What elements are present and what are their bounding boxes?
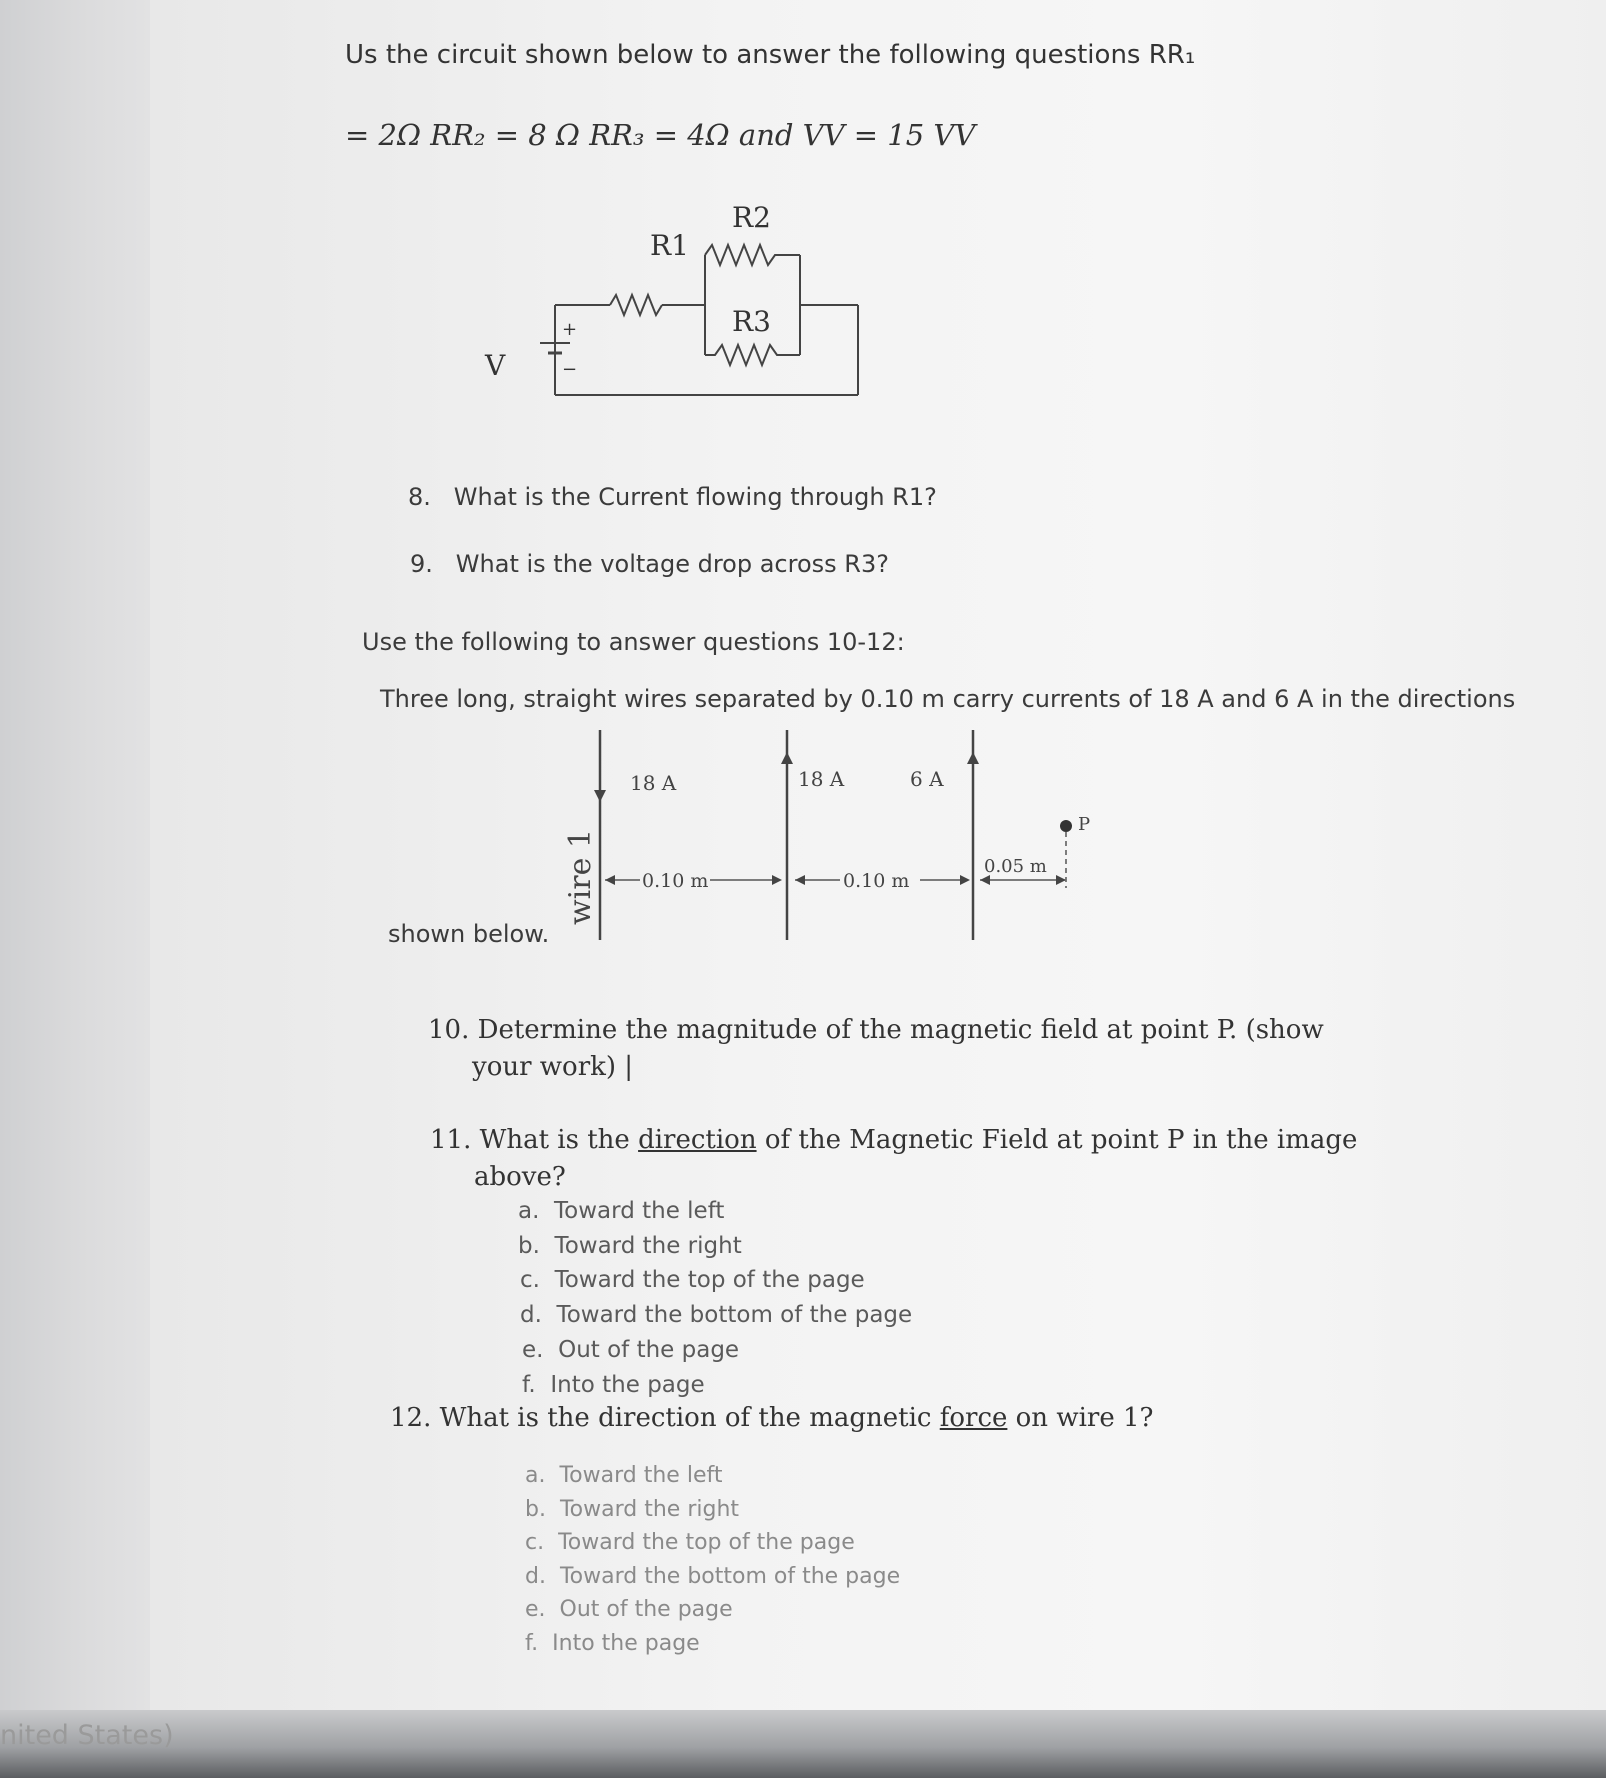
question-11-line-2: above?: [474, 1162, 566, 1192]
distance-1-label: 0.10 m: [642, 870, 709, 892]
question-8-text: What is the Current flowing through R1?: [453, 483, 937, 511]
question-9: [410, 550, 889, 578]
q12-option-c[interactable]: c. Toward the top of the page: [525, 1530, 855, 1555]
question-11-line-1: [430, 1125, 1357, 1155]
question-9-number: 9.: [410, 550, 433, 578]
r2-label: R2: [732, 201, 771, 234]
section-heading: Use the following to answer questions 10-12:: [362, 628, 905, 656]
wire-3-arrow-up: [967, 752, 979, 764]
q11-prefix: 11. What is the: [430, 1125, 639, 1155]
plus-sign: +: [562, 319, 578, 340]
wires-figure: [550, 720, 1090, 950]
q12-option-e[interactable]: e. Out of the page: [525, 1597, 733, 1622]
wires-intro: Three long, straight wires separated by 0.10 m carry currents of 18 A and 6 A in the directions: [380, 685, 1516, 713]
q11-underlined-word: direction: [638, 1125, 757, 1155]
distance-2-label: 0.10 m: [843, 870, 910, 892]
q12-option-a[interactable]: a. Toward the left: [525, 1463, 723, 1488]
point-p-label: P: [1078, 814, 1090, 835]
q11-option-c[interactable]: c. Toward the top of the page: [520, 1267, 865, 1293]
distance-3-label: 0.05 m: [984, 856, 1047, 877]
r3-label: R3: [732, 305, 771, 338]
current-2-label: 18 A: [798, 767, 845, 791]
circuit-diagram: [470, 195, 870, 405]
current-1-label: 18 A: [630, 771, 677, 795]
q11-option-b[interactable]: b. Toward the right: [518, 1233, 742, 1259]
q12-option-b[interactable]: b. Toward the right: [525, 1497, 740, 1522]
q12-prefix: 12. What is the direction of the magnetic: [390, 1403, 940, 1433]
question-12: [390, 1403, 1153, 1433]
q11-suffix: of the Magnetic Field at point P in the image: [756, 1125, 1358, 1155]
status-bar-text: nited States): [0, 1720, 174, 1751]
question-8: [408, 483, 937, 511]
q11-option-e[interactable]: e. Out of the page: [522, 1337, 740, 1363]
q11-option-a[interactable]: a. Toward the left: [518, 1198, 725, 1224]
intro-line-2: = 2Ω RR₂ = 8 Ω RR₃ = 4Ω and VV = 15 VV: [345, 118, 976, 152]
question-10-line-1: 10. Determine the magnitude of the magnetic field at point P. (show: [428, 1015, 1324, 1045]
intro-line-1: Us the circuit shown below to answer the following questions RR₁: [345, 40, 1196, 70]
left-gutter: [0, 0, 150, 1710]
question-8-number: 8.: [408, 483, 431, 511]
wire-1-label: wire 1: [563, 829, 598, 925]
voltage-label: V: [485, 349, 506, 382]
shown-below: shown below.: [388, 920, 550, 948]
q11-option-f[interactable]: f. Into the page: [522, 1372, 705, 1398]
q12-option-f[interactable]: f. Into the page: [525, 1631, 700, 1656]
point-p-dot: [1060, 820, 1072, 832]
screen-bottom-bezel: [0, 1710, 1606, 1778]
minus-sign: −: [562, 359, 578, 380]
wire-1-arrow-down: [594, 790, 606, 802]
question-10-line-2: your work) |: [472, 1052, 634, 1082]
question-9-text: What is the voltage drop across R3?: [455, 550, 889, 578]
q12-option-d[interactable]: d. Toward the bottom of the page: [525, 1564, 901, 1589]
r1-label: R1: [650, 229, 689, 262]
wire-2-arrow-up: [781, 752, 793, 764]
current-3-label: 6 A: [910, 767, 944, 791]
q12-underlined-word: force: [939, 1403, 1008, 1433]
q12-suffix: on wire 1?: [1007, 1403, 1154, 1433]
q11-option-d[interactable]: d. Toward the bottom of the page: [520, 1302, 913, 1328]
